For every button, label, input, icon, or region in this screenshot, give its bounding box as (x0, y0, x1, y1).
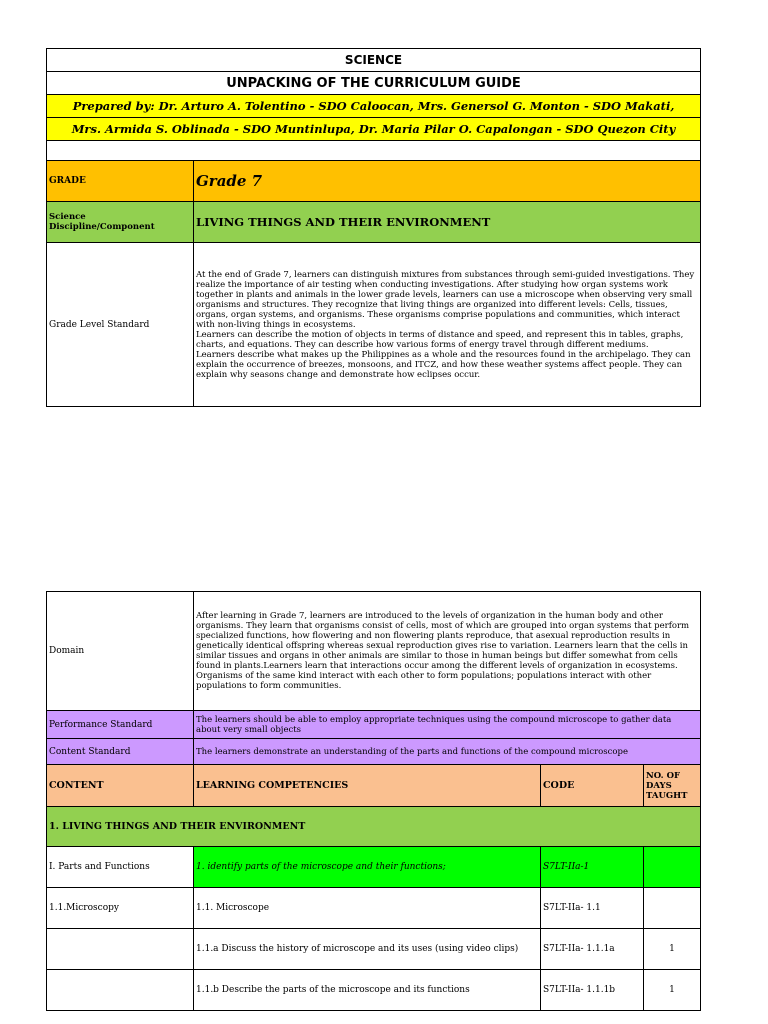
grade-value: Grade 7 (194, 161, 701, 202)
domain-text: After learning in Grade 7, learners are introduced to the levels of organization in the human body and other organisms. They learn that organisms consist of cells, most of which are grouped into organ systems that perform specialized functions, how flowering and non flowering plants reproduce, that asexual reproduction results in genetically identical offspring whereas sexual reproduction gives rise to variation. Learners learn that the cells in similar tissues and organs in other animals are similar to those in human beings but differ somewhat from cells found in plants.Learners learn that interactions occur among the different levels of organization in ecosystems. Organisms of the same kind interact with each other to form populations; populations interact with other populations to form communities. (194, 592, 701, 711)
row-days (644, 847, 701, 888)
section-heading: 1. LIVING THINGS AND THEIR ENVIRONMENT (47, 807, 701, 847)
grade-label: GRADE (47, 161, 194, 202)
prepared-by-line-1: Prepared by: Dr. Arturo A. Tolentino - SDO Caloocan, Mrs. Genersol G. Monton - SDO Makati, (47, 95, 701, 118)
row-days (644, 888, 701, 929)
discipline-value: LIVING THINGS AND THEIR ENVIRONMENT (194, 202, 701, 243)
row-code: S7LT-IIa- 1.1 (541, 888, 644, 929)
row-code: S7LT-IIa-1 (541, 847, 644, 888)
row-content (47, 929, 194, 970)
row-code: S7LT-IIa- 1.1.1a (541, 929, 644, 970)
curriculum-header-table (46, 48, 701, 407)
competencies-table (46, 591, 701, 1011)
row-competency: 1.1.a Discuss the history of microscope and its uses (using video clips) (194, 929, 541, 970)
row-competency: 1.1.b Describe the parts of the microscope and its functions (194, 970, 541, 1011)
row-code: S7LT-IIa- 1.1.1b (541, 970, 644, 1011)
performance-standard-text: The learners should be able to employ appropriate techniques using the compound microscope to gather data about very small objects (194, 711, 701, 739)
performance-standard-label: Performance Standard (47, 711, 194, 739)
grade-level-standard-text (194, 243, 701, 407)
grade-level-standard-label: Grade Level Standard (47, 243, 194, 407)
content-standard-text: The learners demonstrate an understanding of the parts and functions of the compound microscope (194, 739, 701, 765)
row-days: 1 (644, 970, 701, 1011)
domain-label: Domain (47, 592, 194, 711)
row-content: 1.1.Microscopy (47, 888, 194, 929)
column-header-days: NO. OF DAYS TAUGHT (644, 765, 701, 807)
document-title: UNPACKING OF THE CURRICULUM GUIDE (47, 72, 701, 95)
spacer-row (47, 141, 701, 161)
discipline-label: Science Discipline/Component (47, 202, 194, 243)
row-content: I. Parts and Functions (47, 847, 194, 888)
column-header-code: CODE (541, 765, 644, 807)
row-content (47, 970, 194, 1011)
row-days: 1 (644, 929, 701, 970)
column-header-content: CONTENT (47, 765, 194, 807)
gls-paragraph-3: Learners describe what makes up the Philippines as a whole and the resources found in the archipelago. They can explain the occurrence of breezes, monsoons, and ITCZ, and how these weather systems affect people. They can explain why seasons change and demonstrate how eclipses occur. (196, 349, 691, 380)
row-competency: 1.1. Microscope (194, 888, 541, 929)
gls-paragraph-2: Learners can describe the motion of objects in terms of distance and speed, and represent this in tables, graphs, charts, and equations. They can describe how various forms of energy travel through different mediums. (196, 329, 684, 350)
content-standard-label: Content Standard (47, 739, 194, 765)
column-header-competencies: LEARNING COMPETENCIES (194, 765, 541, 807)
prepared-by-line-2: Mrs. Armida S. Oblinada - SDO Muntinlupa, Dr. Maria Pilar O. Capalongan - SDO Quezon City (47, 118, 701, 141)
row-competency: 1. identify parts of the microscope and their functions; (194, 847, 541, 888)
gls-paragraph-1: At the end of Grade 7, learners can distinguish mixtures from substances through semi-guided investigations. They realize the importance of air testing when conducting investigations. After studying how organ systems work together in plants and animals in the lower grade levels, learners can use a microscope when observing very small organisms and structures. They recognize that living things are organized into different levels: Cells, tissues, organs, organ systems, and organisms. These organisms comprise populations and communities, which interact with non-living things in ecosystems. (196, 269, 695, 330)
subject-title: SCIENCE (47, 49, 701, 72)
